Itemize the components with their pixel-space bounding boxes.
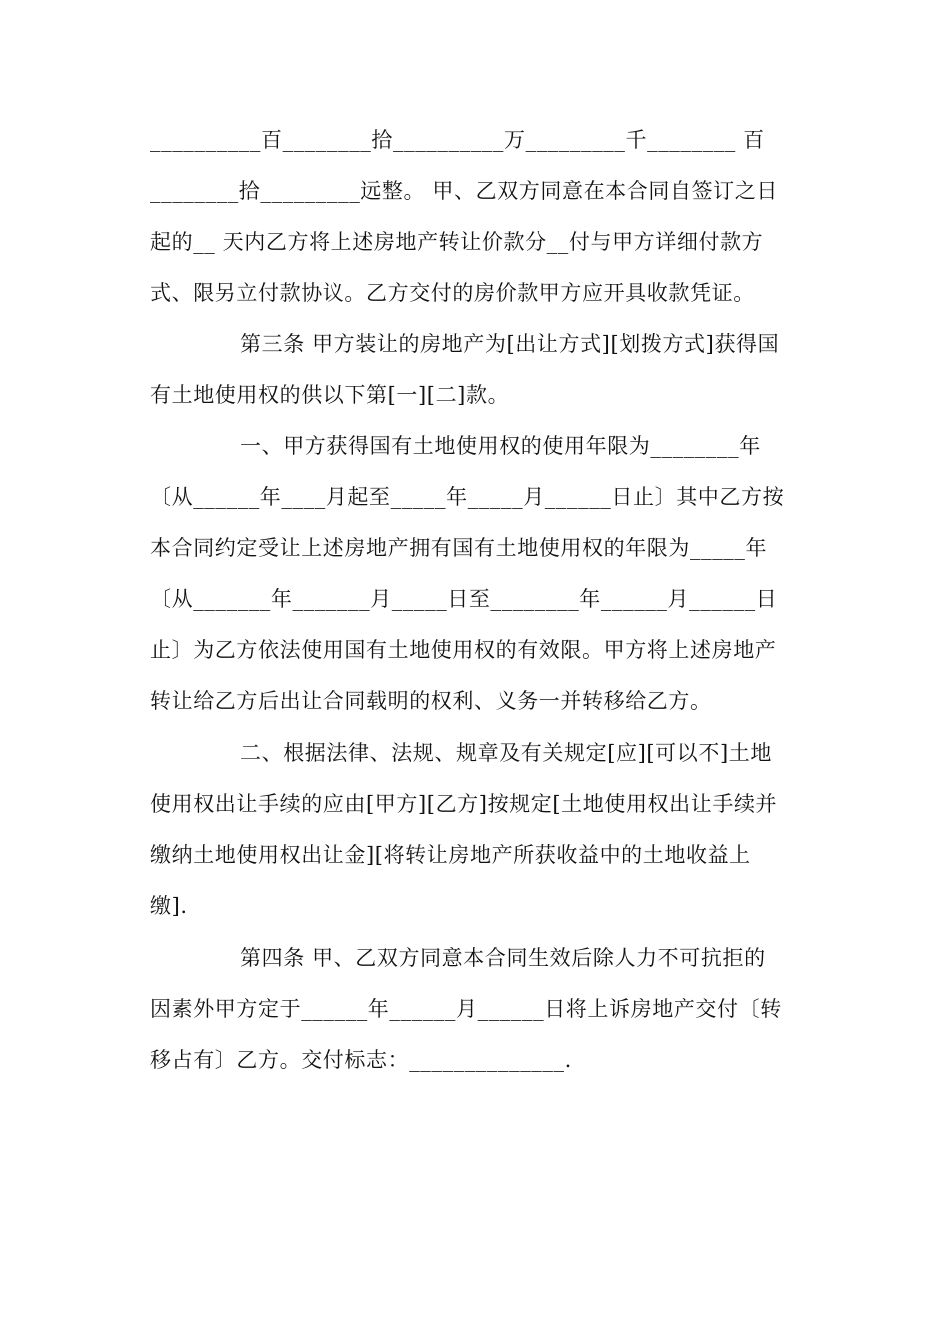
text-line: 本合同约定受让上述房地产拥有国有土地使用权的年限为_____年 <box>150 536 768 560</box>
article-4-heading-line: 第四条 甲、乙双方同意本合同生效后除人力不可抗拒的 <box>240 946 766 970</box>
text-line: 式、限另立付款协议。乙方交付的房价款甲方应开具收款凭证。 <box>150 281 755 305</box>
text-line: 起的__ 天内乙方将上述房地产转让价款分__付与甲方详细付款方 <box>150 230 764 254</box>
clause-2-first-line: 二、根据法律、法规、规章及有关规定[应][可以不]土地 <box>240 741 772 765</box>
text-line: 转让给乙方后出让合同载明的权利、义务一并转移给乙方。 <box>150 689 712 713</box>
text-line: 缴纳土地使用权出让金][将转让房地产所获收益中的土地收益上 <box>150 843 751 867</box>
text-line: 缴]. <box>150 894 188 918</box>
text-line: 使用权出让手续的应由[甲方][乙方]按规定[土地使用权出让手续并 <box>150 792 778 816</box>
text-line: __________百________拾__________万_________千________ 百 <box>150 128 765 152</box>
text-line: ________拾_________远整。 甲、乙双方同意在本合同自签订之日 <box>150 179 778 203</box>
text-line: 因素外甲方定于______年______月______日将上诉房地产交付〔转 <box>150 997 782 1021</box>
article-3-heading-line: 第三条 甲方装让的房地产为[出让方式][划拨方式]获得国 <box>240 332 780 356</box>
text-line: 止〕为乙方依法使用国有土地使用权的有效限。甲方将上述房地产 <box>150 638 777 662</box>
clause-1-first-line: 一、甲方获得国有土地使用权的使用年限为________年 <box>240 434 761 458</box>
text-line: 〔从_______年_______月_____日至________年______月______日 <box>150 587 778 611</box>
text-line: 〔从______年____月起至_____年_____月______日止〕其中乙方按 <box>150 485 785 509</box>
text-line: 移占有〕乙方。交付标志：______________. <box>150 1048 572 1072</box>
text-line: 有土地使用权的供以下第[一][二]款。 <box>150 383 510 407</box>
